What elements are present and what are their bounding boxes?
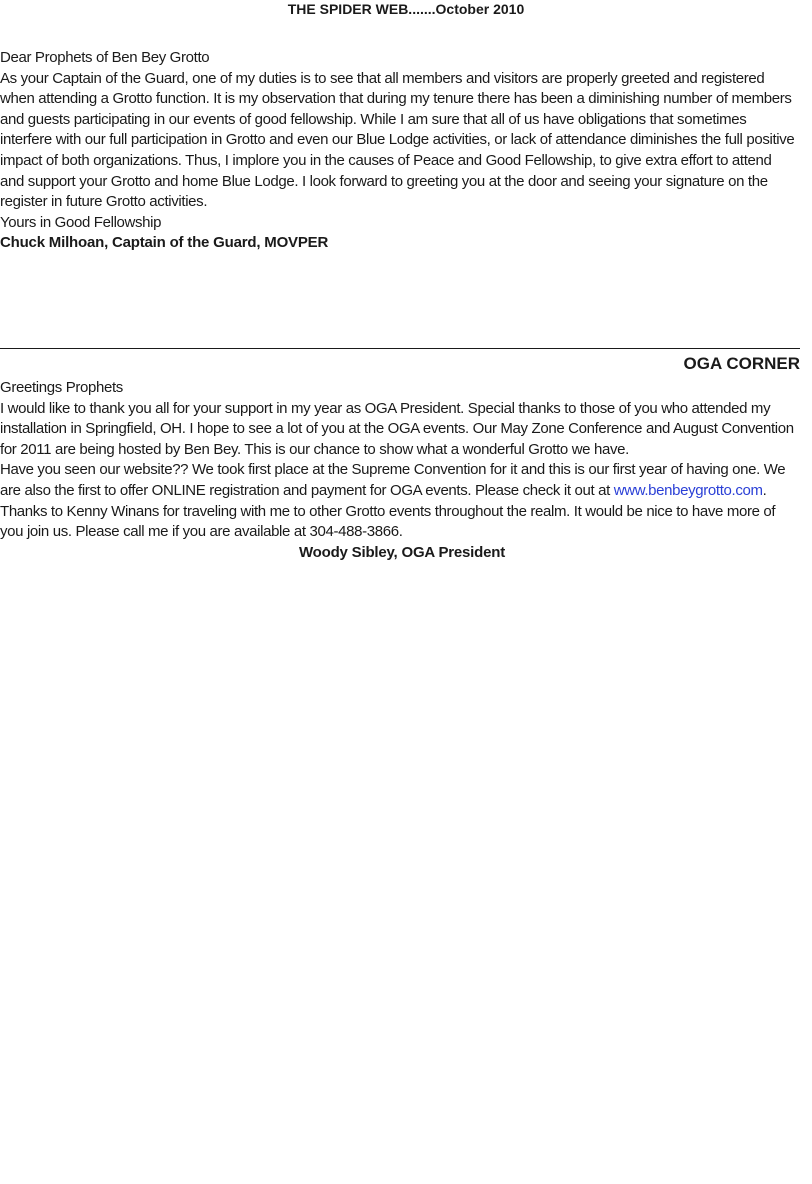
website-link[interactable]: www.benbeygrotto.com <box>613 481 763 499</box>
captain-closing: Yours in Good Fellowship <box>0 213 162 231</box>
captain-letter-body: As your Captain of the Guard, one of my duties is to see that all members and visitors are properly greeted and registered when attending a Grotto function. It is my observation that during my tenure there has been a diminishing number of members and guests participating in our events of good fellowship. While I am sure that all of us have obligations that sometimes interfere with our full participation in Grotto and even our Blue Lodge activities, or lack of attendance diminishes the full positive impact of both organizations. Thus, I implore you in the causes of Peace and Good Fellowship, to give extra effort to attend and support your Grotto and home Blue Lodge. I look forward to greeting you at the door and seeing your signature on the register in future Grotto activities. <box>0 69 795 211</box>
captain-letter <box>0 48 798 254</box>
captain-salutation: Dear Prophets of Ben Bey Grotto <box>0 49 210 66</box>
oga-website-period: . <box>762 481 767 499</box>
oga-greeting: Greetings Prophets <box>0 379 123 396</box>
oga-paragraph-thanks: I would like to thank you all for your support in my year as OGA President. Special thanks to those of you who attended my installation in Springfield, OH. I hope to see a lot of you at the OGA events. Our May Zone Conference and August Convention for 2011 are being hosted by Ben Bey. This is our chance to show what a wonderful Grotto we have. <box>0 399 794 458</box>
newsletter-title: THE SPIDER WEB.......October 2010 <box>287 1 525 17</box>
oga-paragraph-travel: Thanks to Kenny Winans for traveling with me to other Grotto events throughout the realm. It would be nice to have more of you join us. Please call me if you are available at 304-488-3866. <box>0 502 776 541</box>
oga-paragraph-website <box>0 460 798 501</box>
section-divider <box>0 348 800 349</box>
oga-corner-heading: OGA CORNER <box>683 354 800 373</box>
oga-website-text: Have you seen our website?? We took first place at the Supreme Convention for it and this is our first year of having one. We are also the first to offer ONLINE registration and payment for OGA events. Please check it out at <box>0 461 786 499</box>
oga-signature: Woody Sibley, OGA President <box>298 543 506 561</box>
captain-signature: Chuck Milhoan, Captain of the Guard, MOVPER <box>0 234 329 252</box>
oga-corner-section <box>0 378 798 563</box>
